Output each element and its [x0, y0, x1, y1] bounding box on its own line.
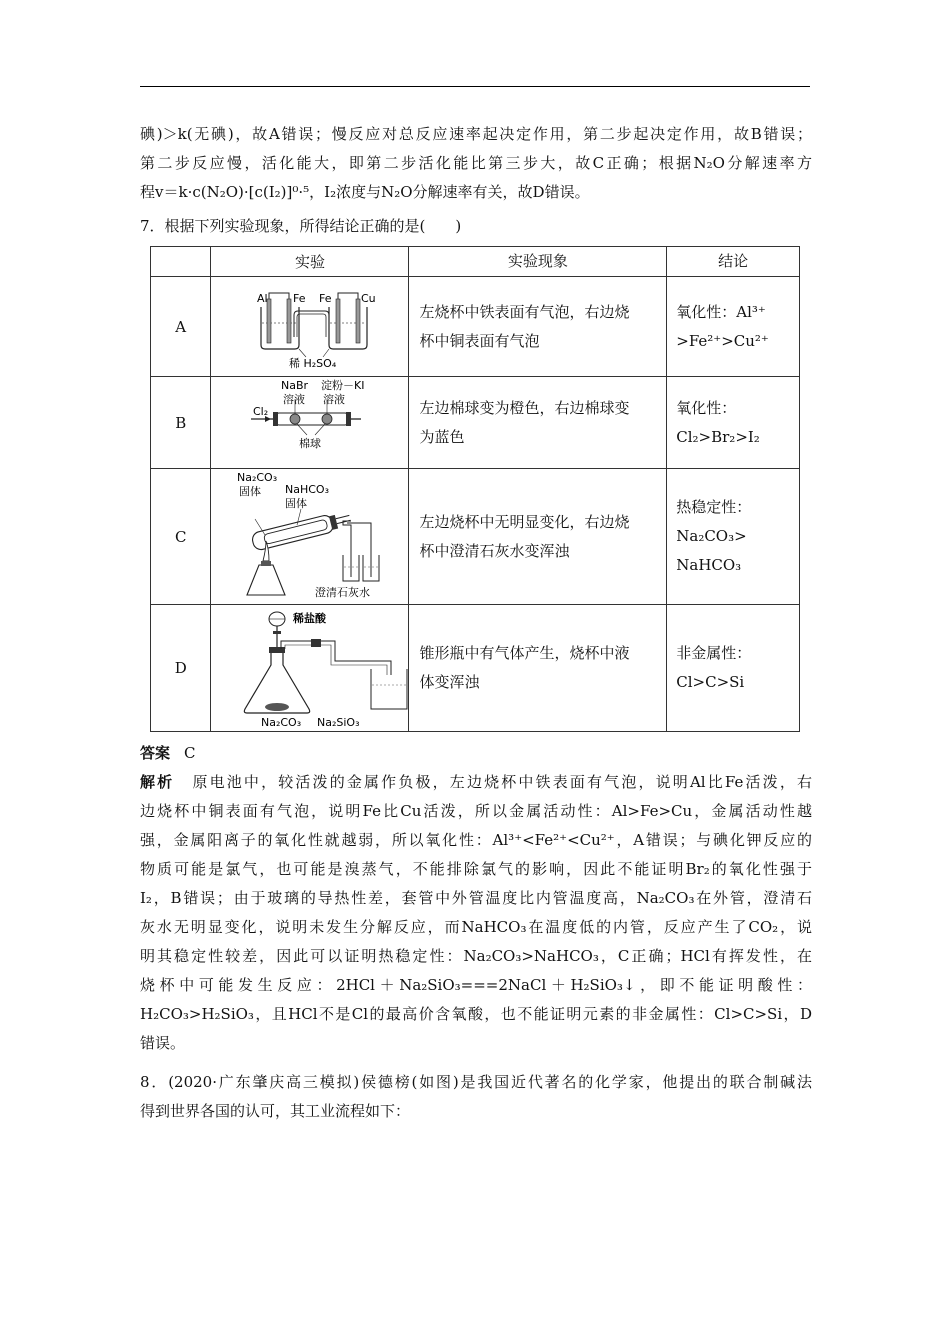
conclusion-line: 非金属性：	[676, 644, 752, 662]
table-row	[151, 469, 800, 605]
figure-cotton-tube	[211, 377, 409, 469]
header-phenomenon: 实验现象	[409, 247, 667, 277]
label-solid-1: 固体	[239, 485, 262, 498]
table-header-row	[151, 247, 800, 277]
label-cl2: Cl₂	[253, 405, 269, 418]
experiment-table	[150, 246, 800, 732]
table-row	[151, 277, 800, 377]
table-row	[151, 605, 800, 732]
answer-line	[140, 739, 812, 768]
label-al: Al	[257, 292, 269, 305]
label-solid-2: 固体	[285, 497, 308, 510]
label-solution-1: 溶液	[283, 393, 306, 406]
option-label: D	[151, 605, 211, 732]
label-dilute-hcl: 稀盐酸	[293, 612, 327, 625]
label-beaker-na2sio3: Na₂SiO₃	[317, 716, 360, 727]
label-limewater: 澄清石灰水	[315, 586, 371, 599]
phenomenon-line: 锥形瓶中有气体产生，烧杯中液	[419, 644, 630, 662]
answer-label: 答案	[140, 744, 171, 762]
phenomenon-line: 体变浑浊	[419, 673, 480, 691]
intro-line: 碘)＞k(无碘)，故A错误；慢反应对总反应速率起决定作用，第二步起决定作用，故B错误；	[140, 125, 812, 143]
question-8	[140, 1068, 812, 1126]
conclusion-cell	[667, 469, 800, 605]
analysis-label: 解析	[140, 773, 175, 791]
analysis-line: H₂CO₃>H₂SiO₃，且HCl不是Cl的最高价含氧酸，也不能证明元素的非金属性：Cl>C>Si，D	[140, 1005, 812, 1023]
conclusion-line: Cl₂>Br₂>I₂	[676, 427, 760, 446]
question-7	[140, 212, 812, 241]
conclusion-cell	[667, 277, 800, 377]
analysis-line: 错误。	[140, 1034, 186, 1052]
conclusion-line: NaHCO₃	[676, 556, 742, 574]
conclusion-line: 氧化性：	[676, 398, 737, 417]
phenomenon-line: 杯中铜表面有气泡	[419, 331, 540, 350]
analysis-line: 边烧杯中铜表面有气泡，说明Fe比Cu活泼，所以金属活动性：Al>Fe>Cu，金属活动性越	[140, 802, 812, 820]
header-blank	[151, 247, 211, 277]
header-rule	[140, 86, 810, 87]
option-label: C	[151, 469, 211, 605]
conclusion-line: Cl>C>Si	[676, 673, 745, 691]
analysis-line: 强，金属阳离子的氧化性就越弱，所以氧化性：Al³⁺<Fe²⁺<Cu²⁺，A错误；与碘化钾反应的	[140, 831, 812, 849]
label-dilute-h2so4: 稀 H₂SO₄	[289, 357, 337, 370]
option-label: B	[151, 377, 211, 469]
label-na2co3: Na₂CO₃	[237, 471, 278, 484]
phenomenon-cell	[409, 605, 667, 732]
label-cu: Cu	[361, 292, 377, 305]
header-experiment: 实验	[211, 247, 409, 277]
analysis-line: 烧杯中可能发生反应：2HCl＋Na₂SiO₃===2NaCl＋H₂SiO₃↓，即不能证明酸性：	[140, 976, 812, 994]
conclusion-line: Na₂CO₃>	[676, 527, 747, 545]
question-7-text: 7．根据下列实验现象，所得结论正确的是( )	[140, 217, 462, 235]
label-nabr: NaBr	[281, 379, 309, 392]
conclusion-cell	[667, 377, 800, 469]
analysis-line: 明其稳定性较差，因此可以证明热稳定性：Na₂CO₃>NaHCO₃，C正确；HCl有挥发性，在	[140, 947, 812, 965]
header-conclusion: 结论	[667, 247, 800, 277]
analysis-line: 原电池中，较活泼的金属作负极，左边烧杯中铁表面有气泡，说明Al比Fe活泼，右	[190, 773, 812, 791]
label-fe-right: Fe	[319, 292, 332, 305]
label-nahco3: NaHCO₃	[285, 483, 330, 496]
label-starch-ki: 淀粉－KI	[321, 379, 365, 392]
phenomenon-line: 为蓝色	[419, 427, 465, 446]
figure-galvanic-cells	[211, 277, 409, 377]
conclusion-line: 热稳定性：	[676, 498, 752, 516]
figure-thermal-stability	[211, 469, 409, 605]
phenomenon-cell	[409, 277, 667, 377]
label-fe-left: Fe	[293, 292, 306, 305]
phenomenon-cell	[409, 377, 667, 469]
label-cotton-ball: 棉球	[299, 437, 322, 450]
analysis-line: I₂，B错误；由于玻璃的导热性差，套管中外管温度比内管温度高，Na₂CO₃在外管，澄清石	[140, 889, 812, 907]
intro-paragraph	[140, 120, 812, 207]
cotton-tube-figure	[211, 377, 408, 464]
analysis-line: 物质可能是氯气，也可能是溴蒸气，不能排除氯气的影响，因此不能证明Br₂的氧化性强于	[140, 860, 812, 878]
intro-line: 程v＝k·c(N₂O)·[c(I₂)]⁰·⁵，I₂浓度与N₂O分解速率有关，故D错误。	[140, 183, 590, 201]
thermal-stability-figure	[211, 469, 408, 600]
acid-strength-figure	[211, 605, 408, 727]
question-8-line: 得到世界各国的认可，其工业流程如下：	[140, 1102, 411, 1120]
phenomenon-line: 左边棉球变为橙色，右边棉球变	[419, 398, 630, 417]
conclusion-line: >Fe²⁺>Cu²⁺	[676, 331, 769, 350]
phenomenon-line: 左烧杯中铁表面有气泡，右边烧	[419, 302, 630, 321]
intro-line: 第二步反应慢，活化能大，即第二步活化能比第三步大，故C正确；根据N₂O分解速率方	[140, 154, 812, 172]
galvanic-cell-figure	[211, 277, 408, 372]
phenomenon-cell	[409, 469, 667, 605]
conclusion-cell	[667, 605, 800, 732]
answer-value: C	[184, 744, 196, 762]
label-flask-na2co3: Na₂CO₃	[261, 716, 302, 727]
phenomenon-line: 杯中澄清石灰水变浑浊	[419, 541, 570, 560]
analysis-line: 灰水无明显变化，说明未发生分解反应，而NaHCO₃在温度低的内管，反应产生了CO₂，说	[140, 918, 812, 936]
analysis-paragraph	[140, 768, 812, 1058]
conclusion-line: 氧化性：Al³⁺	[676, 302, 766, 321]
label-solution-2: 溶液	[323, 393, 346, 406]
figure-acid-strength	[211, 605, 409, 732]
phenomenon-line: 左边烧杯中无明显变化，右边烧	[419, 512, 630, 531]
option-label: A	[151, 277, 211, 377]
question-8-line: 8．(2020·广东肇庆高三模拟)侯德榜(如图)是我国近代著名的化学家，他提出的联合制碱法	[140, 1073, 812, 1091]
table-row	[151, 377, 800, 469]
